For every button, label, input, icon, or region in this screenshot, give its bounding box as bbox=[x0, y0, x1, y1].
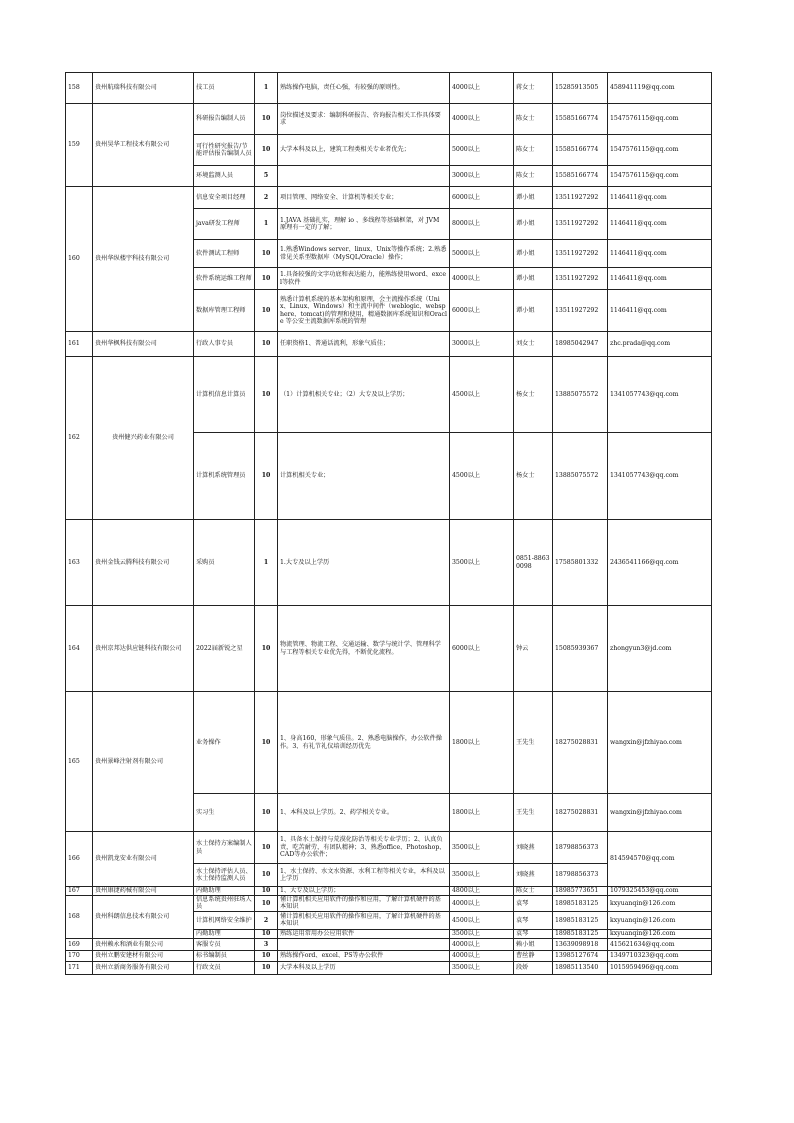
table-row bbox=[66, 520, 712, 606]
phone: 13985127674 bbox=[553, 950, 608, 961]
position: 计算机网络安全维护 bbox=[194, 911, 255, 929]
email: 1146411@qq.com bbox=[608, 187, 712, 209]
headcount: 2 bbox=[255, 187, 278, 209]
contact-person: 谭小姐 bbox=[514, 268, 553, 290]
phone: 18985183125 bbox=[553, 929, 608, 938]
requirement: 大学本科及以上学历 bbox=[278, 961, 450, 974]
row-number: 170 bbox=[66, 950, 93, 961]
row-number: 163 bbox=[66, 520, 93, 606]
requirement: （1）计算机相关专业；（2）大专及以上学历； bbox=[278, 357, 450, 433]
email: zhongyun3@jd.com bbox=[608, 606, 712, 692]
email: 1547576115@qq.com bbox=[608, 104, 712, 135]
email: 1341057743@qq.com bbox=[608, 433, 712, 520]
contact-person: 陈女士 bbox=[514, 887, 553, 896]
table-row bbox=[66, 896, 712, 912]
row-number: 167 bbox=[66, 887, 93, 896]
company-name: 贵州健兴药业有限公司 bbox=[93, 357, 194, 520]
headcount: 1 bbox=[255, 73, 278, 104]
requirement: 项目管理、网络安全、计算机等相关专业； bbox=[278, 187, 450, 209]
salary: 4000以上 bbox=[450, 73, 514, 104]
row-number: 166 bbox=[66, 832, 93, 887]
position: 采购员 bbox=[194, 520, 255, 606]
company-name: 贵州金钱云腾科技有限公司 bbox=[93, 520, 194, 606]
company-name: 贵州立新商务服务有限公司 bbox=[93, 961, 194, 974]
phone: 18275028831 bbox=[553, 794, 608, 832]
requirement: 熟练操作电脑，责任心强，有较强的原则性。 bbox=[278, 73, 450, 104]
table-row bbox=[66, 187, 712, 209]
email: 1146411@qq.com bbox=[608, 209, 712, 240]
salary: 4000以上 bbox=[450, 938, 514, 950]
phone: 15085939367 bbox=[553, 606, 608, 692]
requirement: 懂计算机相关应用软件的操作和应用，了解计算机硬件的基本知识 bbox=[278, 896, 450, 912]
requirement: 熟练操作ord、excel、PS等办公软件 bbox=[278, 950, 450, 961]
company-name: 贵州康捷药械有限公司 bbox=[93, 887, 194, 896]
headcount: 10 bbox=[255, 950, 278, 961]
phone: 18985113540 bbox=[553, 961, 608, 974]
phone: 13639098918 bbox=[553, 938, 608, 950]
phone: 18985183125 bbox=[553, 911, 608, 929]
position: 软件测试工程师 bbox=[194, 240, 255, 268]
salary: 8000以上 bbox=[450, 209, 514, 240]
headcount: 5 bbox=[255, 166, 278, 187]
email: kxyuanqin@126.com bbox=[608, 929, 712, 938]
contact-person: 刘晓燕 bbox=[514, 864, 553, 887]
row-number: 159 bbox=[66, 104, 93, 187]
requirement: 1.JAVA 基础扎实，理解 io 、多线程等基础框架，对 JVM 原理有一定的了解； bbox=[278, 209, 450, 240]
salary: 6000以上 bbox=[450, 290, 514, 332]
requirement: 1、具备水土保持与荒漠化防治等相关专业学历；2、认真负责，吃苦耐劳，有团队精神；3、熟悉office、Photoshop、CAD等办公软件； bbox=[278, 832, 450, 864]
email: zhc.prada@qq.com bbox=[608, 332, 712, 357]
phone: 13511927292 bbox=[553, 209, 608, 240]
row-number: 164 bbox=[66, 606, 93, 692]
table-row bbox=[66, 332, 712, 357]
table-row bbox=[66, 692, 712, 794]
salary: 4800以上 bbox=[450, 887, 514, 896]
salary: 4500以上 bbox=[450, 433, 514, 520]
email: 1547576115@qq.com bbox=[608, 166, 712, 187]
company-name: 贵州景峰注射剂有限公司 bbox=[93, 692, 194, 832]
company-name: 贵州立鹏安建材有限公司 bbox=[93, 950, 194, 961]
phone: 18985042947 bbox=[553, 332, 608, 357]
contact-person: 赖小姐 bbox=[514, 938, 553, 950]
position: 水土保持方案编制人员 bbox=[194, 832, 255, 864]
row-number: 169 bbox=[66, 938, 93, 950]
position: 环境监测人员 bbox=[194, 166, 255, 187]
contact-person: 袁琴 bbox=[514, 896, 553, 912]
position: 可行性研究报告/节能评估报告编制人员 bbox=[194, 135, 255, 166]
position: java研发工程师 bbox=[194, 209, 255, 240]
requirement: 任职资格1、普通话流利，形象气质佳； bbox=[278, 332, 450, 357]
salary: 4500以上 bbox=[450, 357, 514, 433]
contact-person: 陈女士 bbox=[514, 166, 553, 187]
headcount: 3 bbox=[255, 938, 278, 950]
requirement: 1、身高160，形象气质佳。2、熟悉电脑操作，办公软件操作。3、有礼节礼仪培训经历优先 bbox=[278, 692, 450, 794]
phone: 17585801332 bbox=[553, 520, 608, 606]
email: 2436541166@qq.com bbox=[608, 520, 712, 606]
position: 内勤助理 bbox=[194, 887, 255, 896]
requirement: 1.大专及以上学历 bbox=[278, 520, 450, 606]
email: 1146411@qq.com bbox=[608, 240, 712, 268]
headcount: 10 bbox=[255, 606, 278, 692]
email: 814594570@qq.com bbox=[608, 832, 712, 887]
table-row bbox=[66, 357, 712, 433]
requirement: 1、本科及以上学历。2、药学相关专业。 bbox=[278, 794, 450, 832]
email: 1146411@qq.com bbox=[608, 290, 712, 332]
table-row bbox=[66, 950, 712, 961]
requirement: 大学本科及以上，建筑工程类相关专业者优先； bbox=[278, 135, 450, 166]
table-row bbox=[66, 887, 712, 896]
company-name: 贵州京邦达供应链科技有限公司 bbox=[93, 606, 194, 692]
recruitment-table bbox=[65, 72, 712, 975]
company-name: 贵州赖永和酒业有限公司 bbox=[93, 938, 194, 950]
phone: 18798856373 bbox=[553, 832, 608, 864]
contact-person: 0851-88630098 bbox=[514, 520, 553, 606]
company-name: 贵州航瑞科技有限公司 bbox=[93, 73, 194, 104]
position: 客服专员 bbox=[194, 938, 255, 950]
email: kxyuanqin@126.com bbox=[608, 911, 712, 929]
phone: 13885075572 bbox=[553, 433, 608, 520]
position: 行政人事专员 bbox=[194, 332, 255, 357]
email: 1146411@qq.com bbox=[608, 268, 712, 290]
headcount: 10 bbox=[255, 692, 278, 794]
phone: 15585166774 bbox=[553, 166, 608, 187]
headcount: 10 bbox=[255, 929, 278, 938]
phone: 18985773651 bbox=[553, 887, 608, 896]
requirement: 1、大专及以上学历； bbox=[278, 887, 450, 896]
contact-person: 袁琴 bbox=[514, 929, 553, 938]
salary: 4500以上 bbox=[450, 911, 514, 929]
row-number: 158 bbox=[66, 73, 93, 104]
headcount: 10 bbox=[255, 135, 278, 166]
headcount: 1 bbox=[255, 520, 278, 606]
headcount: 10 bbox=[255, 290, 278, 332]
row-number: 165 bbox=[66, 692, 93, 832]
email: 458941119@qq.com bbox=[608, 73, 712, 104]
headcount: 10 bbox=[255, 887, 278, 896]
requirement: 熟悉计算机系统的基本架构和原理，会主流操作系统（Unix、Linux、Windows）和主流中间件（weblogic、websphere、tomcat)的管理和使用，精通数据库系统知识和Oracle 等公安主流数据库系统的管理 bbox=[278, 290, 450, 332]
position: 软件系统运维工程师 bbox=[194, 268, 255, 290]
position: 行政文员 bbox=[194, 961, 255, 974]
requirement: 1.具备较强的文字功底和表达能力，能熟练使用word、excel等软件 bbox=[278, 268, 450, 290]
position: 水土保持评估人员、水土保持监测人员 bbox=[194, 864, 255, 887]
phone: 18275028831 bbox=[553, 692, 608, 794]
position: 业务操作 bbox=[194, 692, 255, 794]
salary: 3500以上 bbox=[450, 832, 514, 864]
phone: 13511927292 bbox=[553, 187, 608, 209]
email: wangxin@jfzhiyao.com bbox=[608, 692, 712, 794]
table-row bbox=[66, 832, 712, 864]
salary: 3000以上 bbox=[450, 166, 514, 187]
contact-person: 杨女士 bbox=[514, 433, 553, 520]
headcount: 10 bbox=[255, 268, 278, 290]
requirement: 物流管理、物流工程、交通运输、数学与统计学、管理科学与工程等相关专业优先得，不断优化流程。 bbox=[278, 606, 450, 692]
position: 信息安全项目经理 bbox=[194, 187, 255, 209]
contact-person: 杨女士 bbox=[514, 357, 553, 433]
salary: 1800以上 bbox=[450, 794, 514, 832]
phone: 18985183125 bbox=[553, 896, 608, 912]
phone: 15585166774 bbox=[553, 135, 608, 166]
contact-person: 谭小姐 bbox=[514, 187, 553, 209]
table-row bbox=[66, 606, 712, 692]
email: 1349710323@qq.com bbox=[608, 950, 712, 961]
table-row bbox=[66, 73, 712, 104]
email: 1079325453@qq.com bbox=[608, 887, 712, 896]
phone: 13511927292 bbox=[553, 290, 608, 332]
headcount: 10 bbox=[255, 104, 278, 135]
headcount: 10 bbox=[255, 240, 278, 268]
phone: 13885075572 bbox=[553, 357, 608, 433]
position: 内勤助理 bbox=[194, 929, 255, 938]
contact-person: 蒋女士 bbox=[514, 73, 553, 104]
salary: 3500以上 bbox=[450, 520, 514, 606]
email: 1547576115@qq.com bbox=[608, 135, 712, 166]
position: 2022届新锐之星 bbox=[194, 606, 255, 692]
phone: 13511927292 bbox=[553, 268, 608, 290]
row-number: 168 bbox=[66, 896, 93, 939]
table-row bbox=[66, 961, 712, 974]
salary: 4000以上 bbox=[450, 896, 514, 912]
contact-person: 谭小姐 bbox=[514, 290, 553, 332]
salary: 3500以上 bbox=[450, 929, 514, 938]
table-row bbox=[66, 938, 712, 950]
headcount: 10 bbox=[255, 864, 278, 887]
company-name: 贵州华纵楼宇科技有限公司 bbox=[93, 187, 194, 332]
contact-person: 谭小姐 bbox=[514, 240, 553, 268]
position: 实习生 bbox=[194, 794, 255, 832]
row-number: 171 bbox=[66, 961, 93, 974]
salary: 3000以上 bbox=[450, 332, 514, 357]
salary: 1800以上 bbox=[450, 692, 514, 794]
contact-person: 钟云 bbox=[514, 606, 553, 692]
salary: 3500以上 bbox=[450, 961, 514, 974]
salary: 4000以上 bbox=[450, 104, 514, 135]
position: 计算机信息计算员 bbox=[194, 357, 255, 433]
salary: 6000以上 bbox=[450, 187, 514, 209]
headcount: 2 bbox=[255, 911, 278, 929]
contact-person: 陈女士 bbox=[514, 104, 553, 135]
headcount: 10 bbox=[255, 357, 278, 433]
requirement: 1.熟悉Windows server、linux、Unix等操作系统；2.熟悉常见关系型数据库（MySQL/Oracle）操作； bbox=[278, 240, 450, 268]
position: 数据库管理工程师 bbox=[194, 290, 255, 332]
requirement bbox=[278, 938, 450, 950]
email: 415621634@qq.com bbox=[608, 938, 712, 950]
contact-person: 陈女士 bbox=[514, 135, 553, 166]
position: 信息系统贵州驻场人员 bbox=[194, 896, 255, 912]
company-name: 贵州凯龙安业有限公司 bbox=[93, 832, 194, 887]
phone: 15285913505 bbox=[553, 73, 608, 104]
requirement bbox=[278, 166, 450, 187]
headcount: 10 bbox=[255, 961, 278, 974]
phone: 18798856373 bbox=[553, 864, 608, 887]
contact-person: 王先生 bbox=[514, 692, 553, 794]
position: 标书编制员 bbox=[194, 950, 255, 961]
requirement: 1、水土保持、水文水资源、水利工程等相关专业，本科及以上学历 bbox=[278, 864, 450, 887]
row-number: 162 bbox=[66, 357, 93, 520]
salary: 6000以上 bbox=[450, 606, 514, 692]
salary: 4000以上 bbox=[450, 268, 514, 290]
headcount: 10 bbox=[255, 896, 278, 912]
table-row bbox=[66, 104, 712, 135]
headcount: 10 bbox=[255, 794, 278, 832]
salary: 3500以上 bbox=[450, 864, 514, 887]
requirement: 岗位描述及要求：编制科研报告、咨询报告相关工作具体要求 bbox=[278, 104, 450, 135]
phone: 13511927292 bbox=[553, 240, 608, 268]
email: kxyuanqin@126.com bbox=[608, 896, 712, 912]
headcount: 10 bbox=[255, 832, 278, 864]
headcount: 1 bbox=[255, 209, 278, 240]
requirement: 懂计算机相关应用软件的操作和应用，了解计算机硬件的基本知识 bbox=[278, 911, 450, 929]
phone: 15585166774 bbox=[553, 104, 608, 135]
email: 1015959496@qq.com bbox=[608, 961, 712, 974]
contact-person: 段娇 bbox=[514, 961, 553, 974]
requirement: 计算机相关专业； bbox=[278, 433, 450, 520]
position: 科研报告编制人员 bbox=[194, 104, 255, 135]
contact-person: 袁琴 bbox=[514, 911, 553, 929]
contact-person: 刘晓燕 bbox=[514, 832, 553, 864]
company-name: 贵州昊华工程技术有限公司 bbox=[93, 104, 194, 187]
email: 1341057743@qq.com bbox=[608, 357, 712, 433]
salary: 4000以上 bbox=[450, 950, 514, 961]
position: 计算机系统管理员 bbox=[194, 433, 255, 520]
company-name: 贵州科朗信息技术有限公司 bbox=[93, 896, 194, 939]
requirement: 熟练运用常用办公应用软件 bbox=[278, 929, 450, 938]
contact-person: 王先生 bbox=[514, 794, 553, 832]
contact-person: 刘女士 bbox=[514, 332, 553, 357]
row-number: 161 bbox=[66, 332, 93, 357]
salary: 5000以上 bbox=[450, 240, 514, 268]
position: 技工员 bbox=[194, 73, 255, 104]
row-number: 160 bbox=[66, 187, 93, 332]
email: wangxin@jfzhiyao.com bbox=[608, 794, 712, 832]
headcount: 10 bbox=[255, 332, 278, 357]
contact-person: 谭小姐 bbox=[514, 209, 553, 240]
salary: 5000以上 bbox=[450, 135, 514, 166]
contact-person: 曹丝静 bbox=[514, 950, 553, 961]
company-name: 贵州华枫科技有限公司 bbox=[93, 332, 194, 357]
headcount: 10 bbox=[255, 433, 278, 520]
